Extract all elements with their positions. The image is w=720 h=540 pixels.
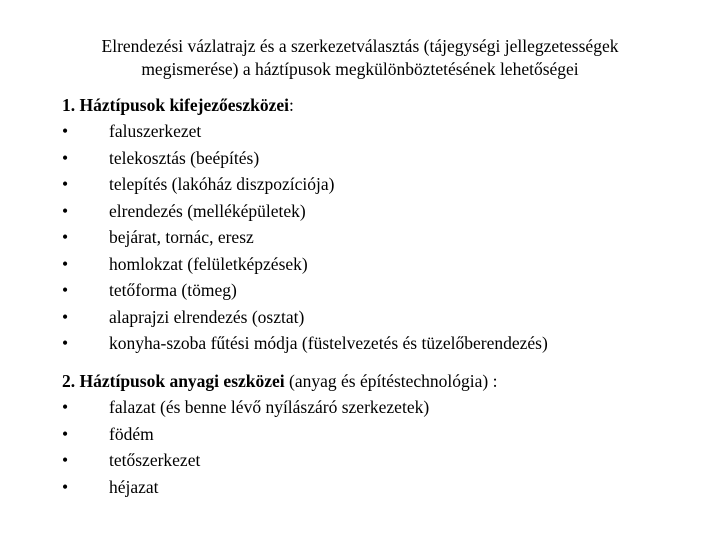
bullet-icon: • xyxy=(62,253,69,274)
list-item xyxy=(62,118,692,145)
bullet-list xyxy=(62,394,692,500)
section-heading-rest: : xyxy=(288,95,294,115)
bullet-icon: • xyxy=(62,147,69,168)
list-item-text: bejárat, tornác, eresz xyxy=(109,227,254,247)
bullet-icon: • xyxy=(62,333,69,353)
list-item xyxy=(62,394,692,421)
bullet-icon: • xyxy=(62,423,69,444)
list-item xyxy=(62,145,692,172)
list-item xyxy=(62,198,692,225)
section-heading-rest: (anyag és építéstechnológia) : xyxy=(284,371,498,391)
list-item-text: telekosztás (beépítés) xyxy=(109,147,260,168)
list-item-text: falazat (és benne lévő nyílászáró szerkezetek) xyxy=(109,397,430,417)
list-item xyxy=(62,224,692,251)
list-item-text: telepítés (lakóház diszpozíciója) xyxy=(109,174,335,194)
list-item-text: homlokzat (felületképzések) xyxy=(109,253,308,274)
list-item xyxy=(62,251,692,278)
section-expressive-means xyxy=(62,92,692,357)
list-item xyxy=(62,330,692,357)
bullet-icon: • xyxy=(62,227,69,247)
section-heading xyxy=(62,368,692,394)
list-item-text: faluszerkezet xyxy=(109,121,202,141)
list-item-text: konyha-szoba fűtési módja (füstelvezetés és tüzelőberendezés) xyxy=(109,333,548,353)
list-item xyxy=(62,277,692,304)
list-item-text: elrendezés (melléképületek) xyxy=(109,200,306,221)
bullet-icon: • xyxy=(62,174,69,194)
bullet-icon: • xyxy=(62,200,69,221)
bullet-list xyxy=(62,118,692,357)
list-item xyxy=(62,474,692,501)
list-item xyxy=(62,171,692,198)
bullet-icon: • xyxy=(62,280,69,300)
list-item xyxy=(62,304,692,331)
list-item xyxy=(62,447,692,474)
section-heading xyxy=(62,92,692,118)
section-material-means xyxy=(62,368,692,500)
bullet-icon: • xyxy=(62,397,69,417)
slide-title xyxy=(40,35,680,81)
title-line-2: megismerése) a háztípusok megkülönböztetésének lehetőségei xyxy=(141,59,579,79)
bullet-icon: • xyxy=(62,476,69,497)
list-item-text: tetőforma (tömeg) xyxy=(109,280,237,300)
title-line-1: Elrendezési vázlatrajz és a szerkezetválasztás (tájegységi jellegzetességek xyxy=(101,36,619,56)
section-heading-bold: 2. Háztípusok anyagi eszközei xyxy=(62,371,285,391)
list-item xyxy=(62,421,692,448)
bullet-icon: • xyxy=(62,450,69,470)
list-item-text: héjazat xyxy=(109,476,159,497)
list-item-text: tetőszerkezet xyxy=(109,450,201,470)
section-heading-bold: 1. Háztípusok kifejezőeszközei xyxy=(62,95,289,115)
list-item-text: alaprajzi elrendezés (osztat) xyxy=(109,306,305,327)
bullet-icon: • xyxy=(62,306,69,327)
bullet-icon: • xyxy=(62,121,69,141)
list-item-text: födém xyxy=(109,423,154,444)
